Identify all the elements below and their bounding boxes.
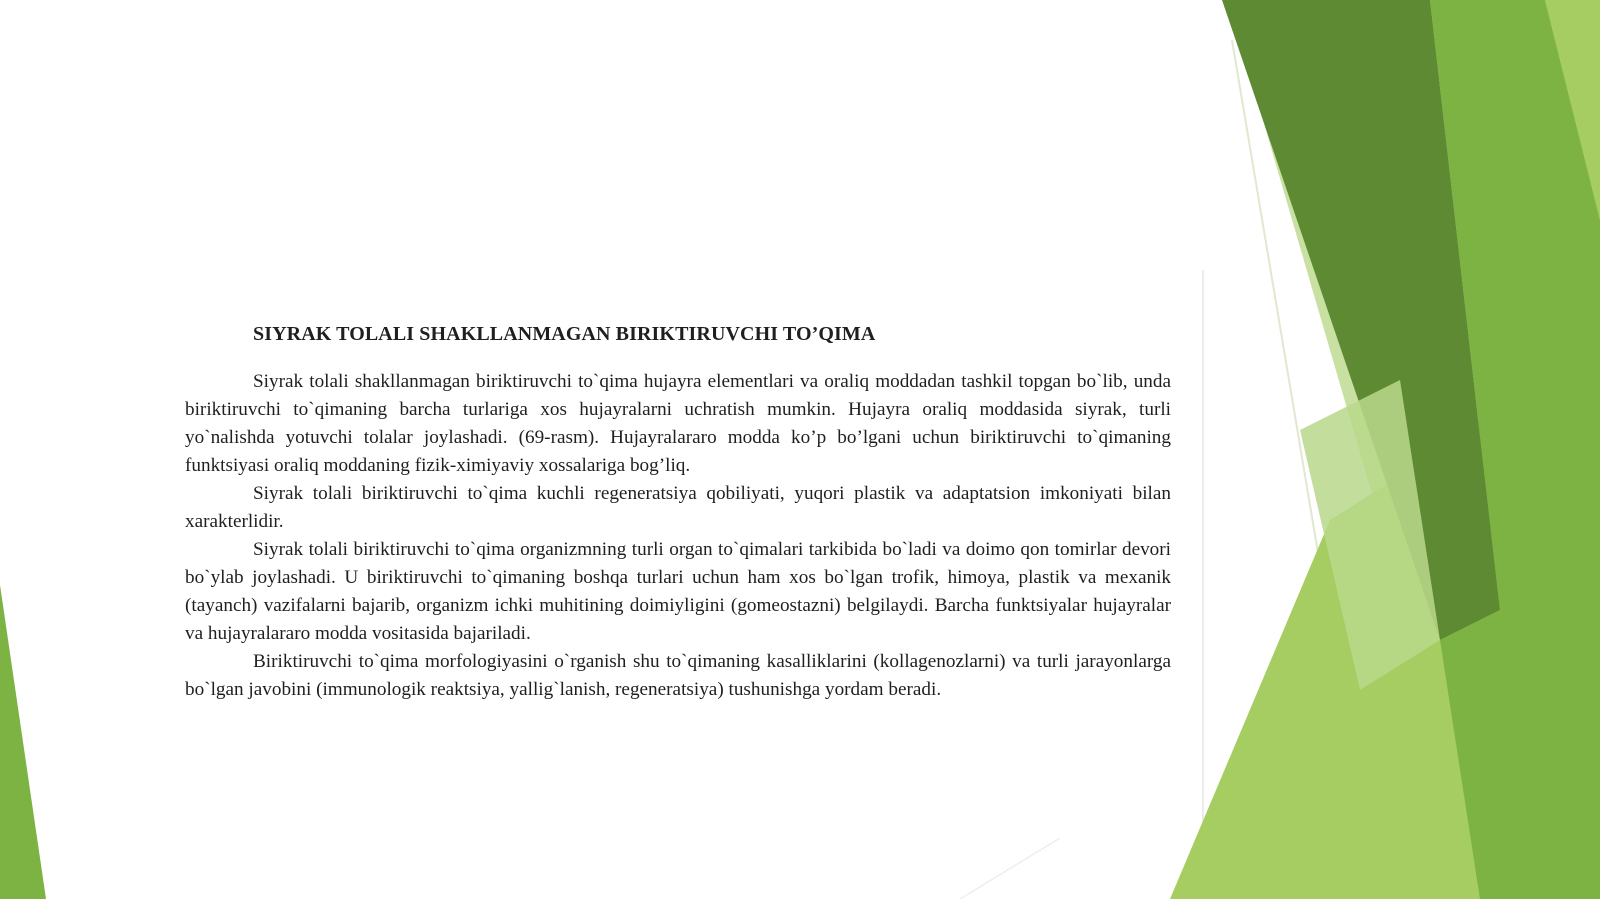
text-content	[185, 318, 1171, 704]
paragraph-2: Siyrak tolali biriktiruvchi to`qima kuchli regeneratsiya qobiliyati, yuqori plastik va adaptatsion imkoniyati bilan xarakterlidir.	[185, 483, 1171, 532]
document-heading: SIYRAK TOLALI SHAKLLANMAGAN BIRIKTIRUVCHI TO’QIMA	[253, 323, 876, 345]
accent-line-2	[960, 838, 1060, 899]
paragraph-4: Biriktiruvchi to`qima morfologiyasini o`rganish shu to`qimaning kasalliklarini (kollagenozlarni) va turli jarayonlarga bo`lgan javobini (immunologik reaktsiya, yallig`lanish, regeneratsiya) tushunishga yordam beradi.	[185, 651, 1171, 700]
left-wedge	[0, 585, 46, 899]
paragraph-1: Siyrak tolali shakllanmagan biriktiruvchi to`qima hujayra elementlari va oraliq moddadan tashkil topgan bo`lib, unda biriktiruvchi to`qimaning barcha turlariga xos hujayralarni uchratish mumkin. Hujayra oraliq moddasida siyrak, turli yo`nalishda yotuvchi tolalar joylashadi. (69-rasm). Hujayralararo modda ko’p bo’lgani uchun biriktiruvchi to`qimaning funktsiyasi oraliq moddaning fizik-ximiyaviy xossalariga bog’liq.	[185, 371, 1171, 476]
paragraph-3: Siyrak tolali biriktiruvchi to`qima organizmning turli organ to`qimalari tarkibida bo`ladi va doimo qon tomirlar devori bo`ylab joylashadi. U biriktiruvchi to`qimaning boshqa turlari uchun ham xos bo`lgan trofik, himoya, plastik va mexanik (tayanch) vazifalarni bajarib, organizm ichki muhitining doimiyligini (gomeostazni) belgilaydi. Barcha funktsiyalar hujayralar va hujayralararo modda vositasida bajariladi.	[185, 539, 1171, 644]
